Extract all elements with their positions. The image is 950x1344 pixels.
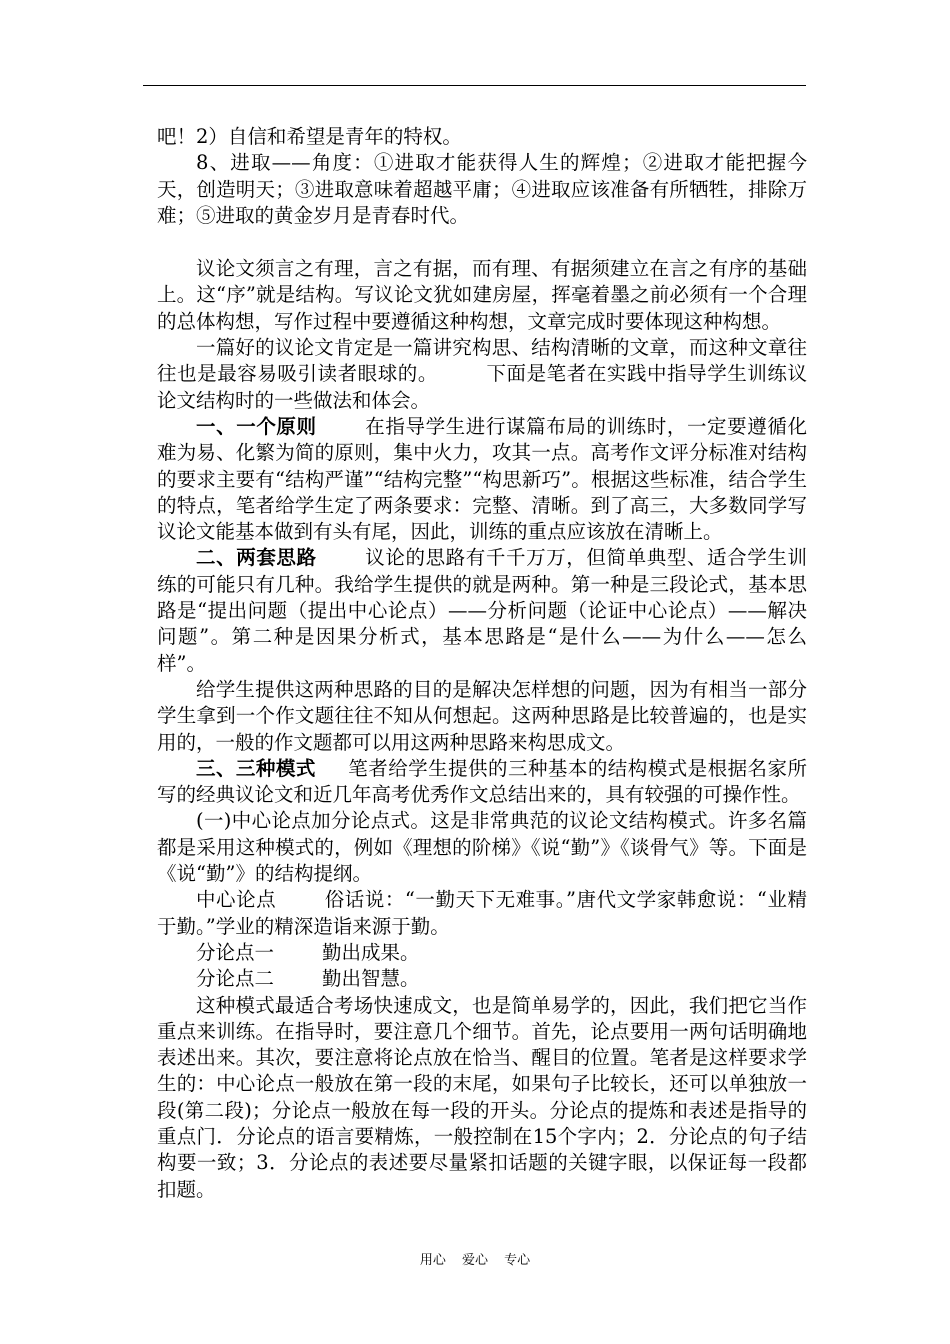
- paragraph: 中心论点 俗话说：“一勤天下无难事。”唐代文学家韩愈说：“业精于勤。”学业的精深造诣来源于勤。: [157, 888, 807, 938]
- paragraph: 这种模式最适合考场快速成文，也是简单易学的，因此，我们把它当作重点来训练。在指导时，要注意几个细节。首先，论点要用一两句话明确地表述出来。其次，要注意将论点放在恰当、醒目的位置。笔者是这样要求学生的：中心论点一般放在第一段的末尾，如果句子比较长，还可以单独放一段(第二段)；分论点一般放在每一段的开头。分论点的提炼和表述是指导的重点门．分论点的语言要精炼，一般控制在15个字内；2．分论点的句子结构要一致；3．分论点的表述要尽量紧扣话题的关键字眼，以保证每一段都扣题。: [157, 993, 807, 1201]
- paragraph: 分论点二 勤出智慧。: [196, 967, 420, 991]
- page-footer: 用心 爱心 专心: [419, 1253, 531, 1268]
- paragraph: 议论文须言之有理，言之有据，而有理、有据须建立在言之有序的基础上。这“序”就是结构。写议论文犹如建房屋，挥毫着墨之前必须有一个合理的总体构想，写作过程中要遵循这种构想，文章完成时要体现这种构想。: [157, 257, 807, 333]
- paragraph: 分论点一 勤出成果。: [196, 940, 420, 964]
- paragraph: 一、一个原则 在指导学生进行谋篇布局的训练时，一定要遵循化难为易、化繁为简的原则，集中火力，攻其一点。高考作文评分标准对结构的要求主要有“结构严谨”“结构完整”“构思新巧”。根据这些标准，结合学生的特点，笔者给学生定了两条要求：完整、清晰。到了高三，大多数同学写议论文能基本做到有头有尾，因此，训练的重点应该放在清晰上。: [157, 414, 807, 544]
- section-heading: 三、三种模式: [196, 756, 316, 780]
- paragraph: 二、两套思路 议论的思路有千千万万，但简单典型、适合学生训练的可能只有几种。我给学生提供的就是两种。第一种是三段论式，基本思路是“提出问题（提出中心论点）——分析问题（论证中心论点）——解决问题”。第二种是因果分析式，基本思路是“是什么——为什么——怎么样”。: [157, 546, 807, 675]
- paragraph: 8、进取——角度：①进取才能获得人生的辉煌；②进取才能把握今天，创造明天；③进取意味着超越平庸；④进取应该准备有所牺牲，排除万难；⑤进取的黄金岁月是青春时代。: [157, 151, 807, 227]
- paragraph-gap: [157, 229, 807, 256]
- header-rule: [143, 85, 806, 86]
- outline-label: 分论点二: [196, 967, 275, 991]
- section-heading: 二、两套思路: [196, 546, 317, 570]
- document-body: [157, 124, 807, 1203]
- paragraph: 一篇好的议论文肯定是一篇讲究构思、结构清晰的文章，而这种文章往往也是最容易吸引读者眼球的。 下面是笔者在实践中指导学生训练议论文结构时的一些做法和体会。: [157, 336, 807, 412]
- paragraph: 吧！2）自信和希望是青年的特权。: [157, 125, 462, 148]
- section-heading: 一、一个原则: [196, 414, 317, 438]
- paragraph: 三、三种模式 笔者给学生提供的三种基本的结构模式是根据名家所写的经典议论文和近几年高考优秀作文总结出来的，具有较强的可操作性。: [157, 756, 807, 807]
- outline-label: 分论点一: [196, 940, 275, 964]
- paragraph: (一)中心论点加分论点式。这是非常典范的议论文结构模式。许多名篇都是采用这种模式的，例如《理想的阶梯》《说“勤”》《谈骨气》等。下面是《说“勤”》的结构提纲。: [157, 809, 807, 886]
- paragraph: 给学生提供这两种思路的目的是解决怎样想的问题，因为有相当一部分学生拿到一个作文题往往不知从何想起。这两种思路是比较普遍的，也是实用的，一般的作文题都可以用这两种思路来构思成文。: [157, 677, 807, 754]
- outline-label: 中心论点: [196, 888, 277, 912]
